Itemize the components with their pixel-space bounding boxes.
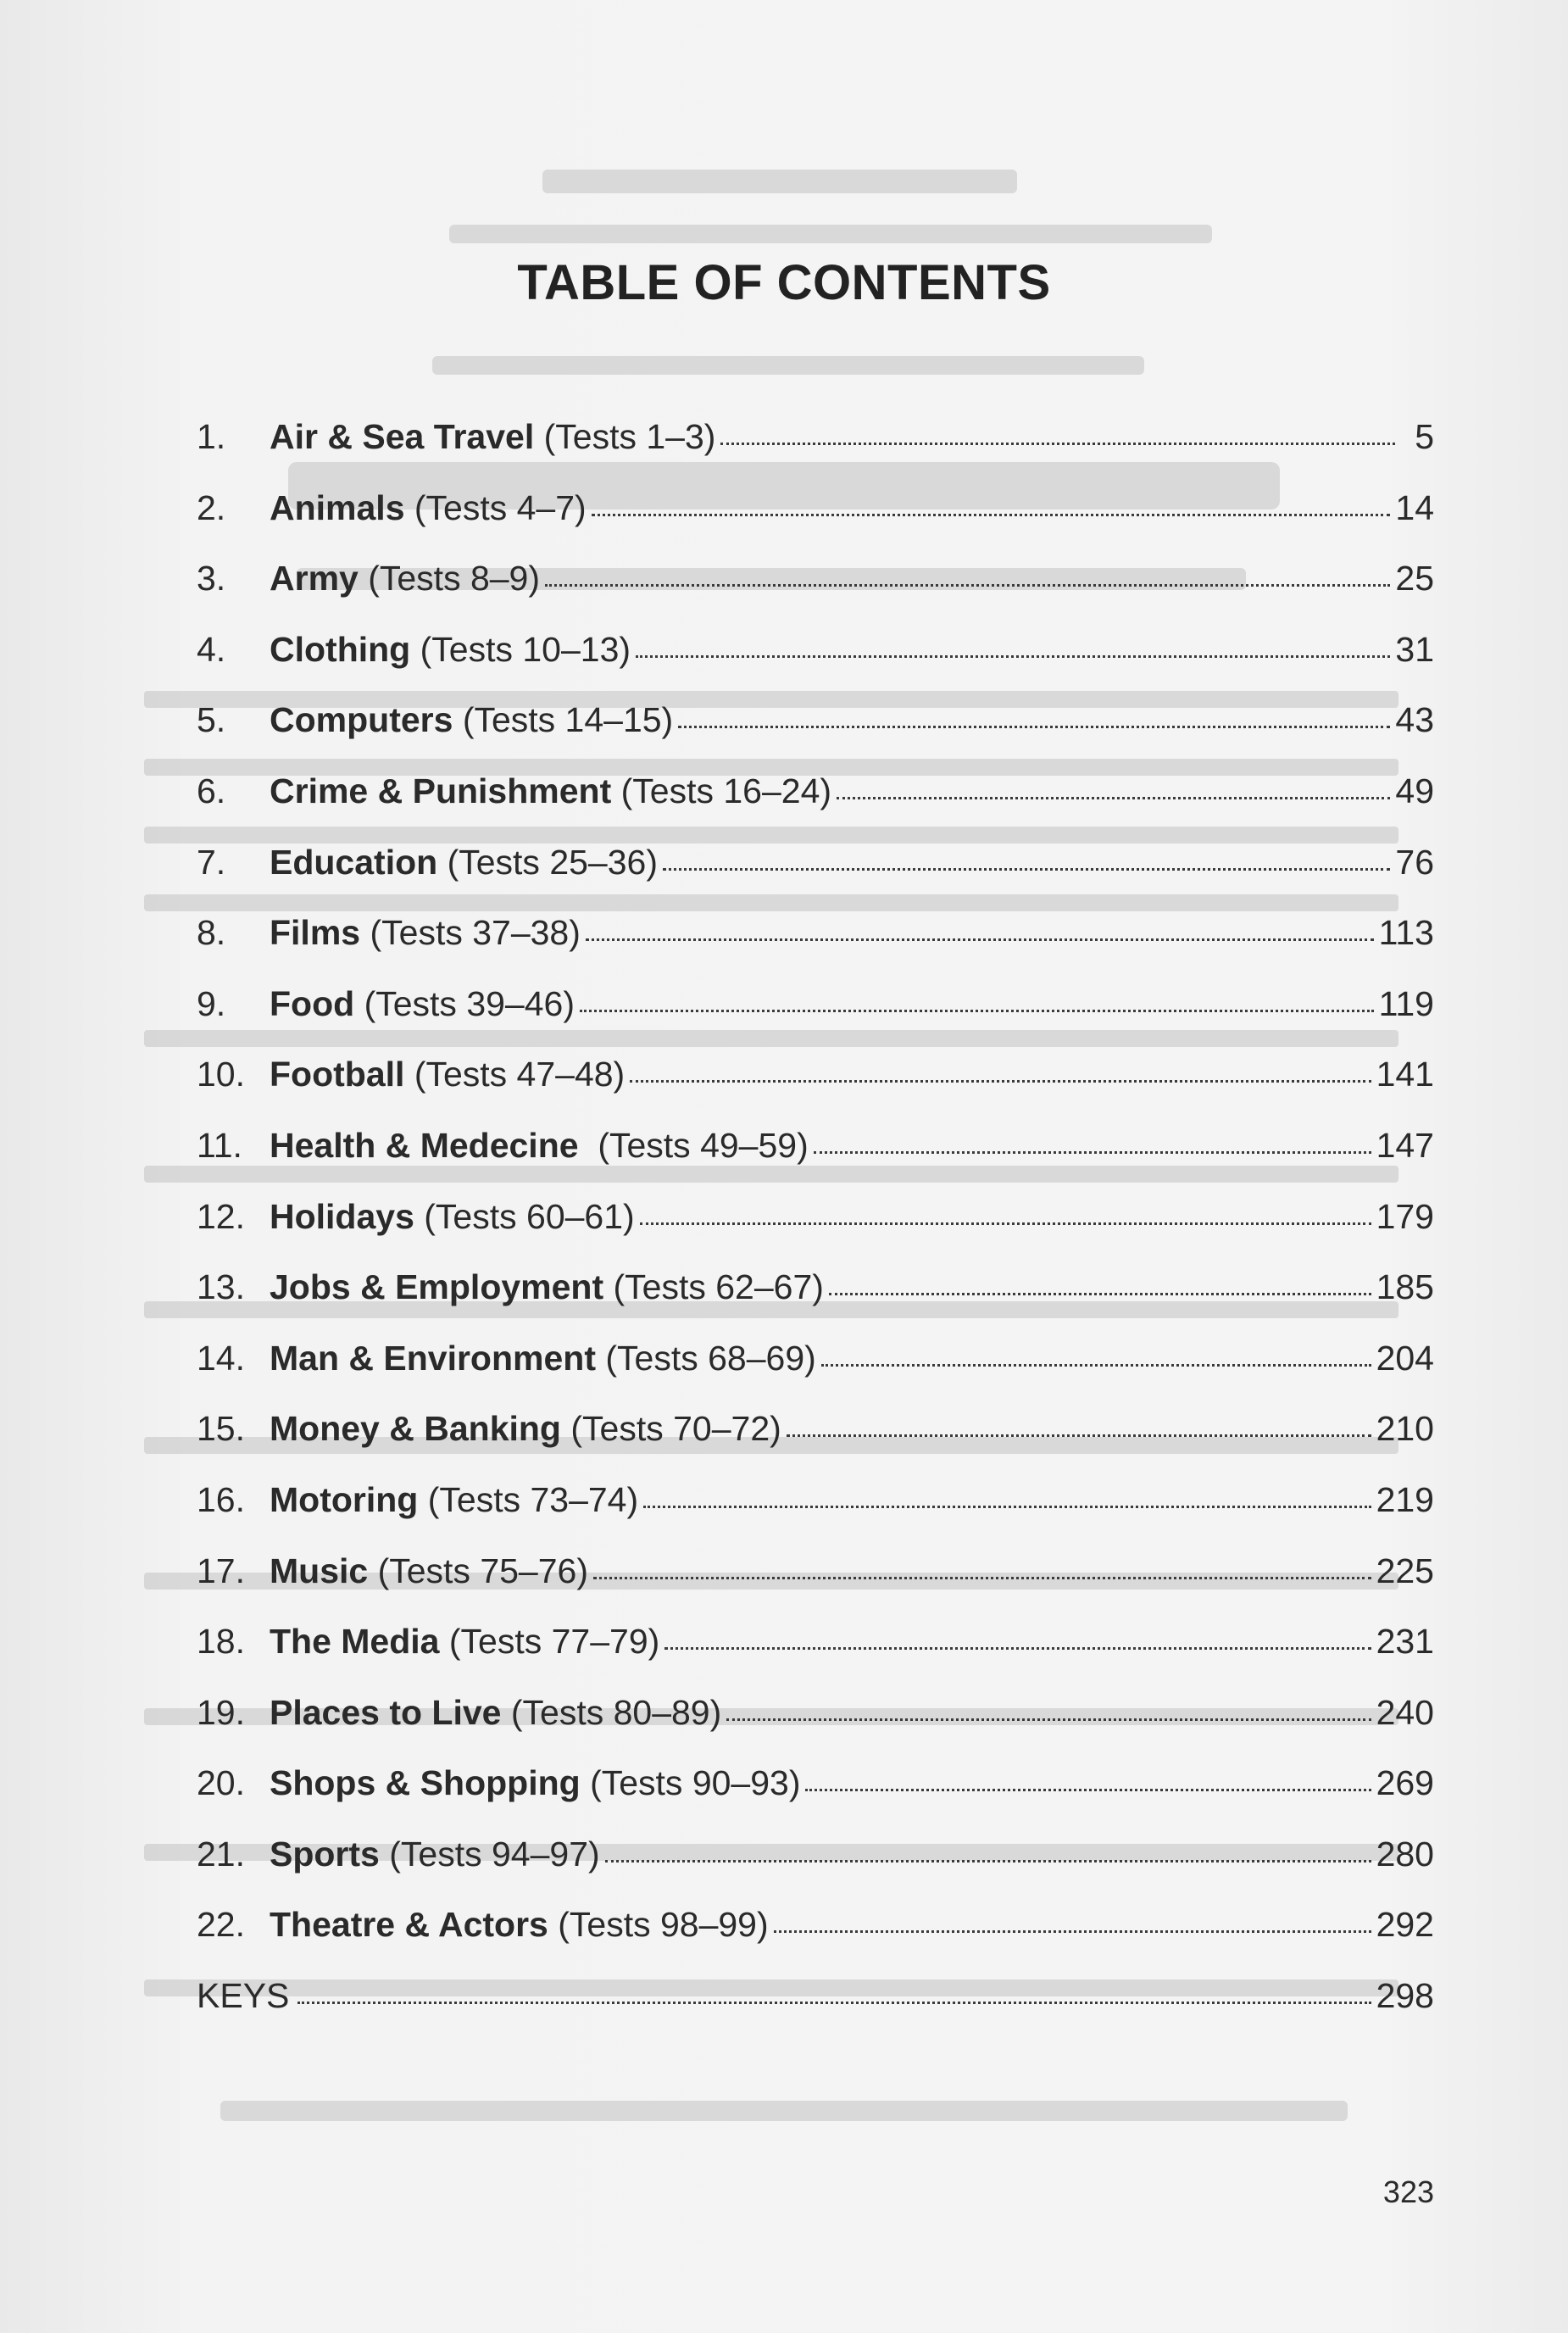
toc-entry-tests: (Tests 37–38) [360, 913, 581, 953]
toc-entry-topic: Army [270, 559, 359, 599]
toc-entry-number: 9. [197, 983, 226, 1023]
toc-entry-topic: Money & Banking [270, 1409, 561, 1449]
toc-entry [197, 561, 1434, 632]
toc-entry [197, 1125, 1434, 1200]
toc-entry-topic: The Media [270, 1622, 440, 1662]
page-number: 323 [1382, 2174, 1434, 2209]
toc-entry-number: 14. [197, 1338, 245, 1378]
toc-entry-number: 16. [197, 1479, 245, 1519]
toc-entry [197, 1624, 1434, 1695]
toc-entry-page: 231 [1376, 1622, 1434, 1662]
toc-entry-number: 3. [197, 559, 226, 599]
toc-entry-page: 269 [1376, 1763, 1434, 1803]
toc-entry-page: 219 [1376, 1479, 1434, 1519]
toc-entry-page: 185 [1376, 1267, 1434, 1307]
toc-entry-tests: (Tests 80–89) [501, 1692, 722, 1732]
toc-entry-topic: Football [270, 1055, 405, 1094]
toc-entry-number: 10. [197, 1055, 245, 1094]
toc-entry-number: 11. [197, 1125, 242, 1165]
toc-entry-page: 5 [1415, 417, 1434, 456]
toc-entry-topic: Theatre & Actors [270, 1905, 548, 1945]
toc-entry-page: 113 [1378, 913, 1434, 953]
toc-entry-topic: Jobs & Employment [270, 1267, 604, 1307]
toc-entry-page: 292 [1376, 1905, 1434, 1945]
toc-entry-page: 25 [1395, 559, 1434, 599]
toc-entry-tests: (Tests 4–7) [404, 487, 587, 527]
toc-entry [197, 629, 1434, 704]
toc-entry-tests: (Tests 10–13) [410, 629, 631, 669]
toc-entry-topic: Films [270, 913, 361, 953]
toc-entry-number: 18. [197, 1622, 245, 1662]
toc-entry [197, 1411, 1434, 1483]
toc-entry [197, 913, 1434, 987]
toc-entry [197, 842, 1434, 916]
toc-entry-tests: (Tests 98–99) [548, 1905, 769, 1945]
toc-entry-number: 15. [197, 1409, 245, 1449]
toc-entry-tests: (Tests 68–69) [595, 1338, 816, 1378]
toc-entry-tests: (Tests 70–72) [560, 1409, 781, 1449]
dot-leader [630, 1080, 1371, 1083]
dot-leader [297, 2002, 1371, 2004]
toc-entry [197, 1551, 1434, 1625]
toc-entry-topic: Air & Sea Travel [270, 417, 535, 456]
toc-entry [197, 983, 1434, 1058]
toc-entry-number: 4. [197, 629, 226, 669]
toc-entry-page: 119 [1378, 983, 1434, 1023]
toc-entry-tests: (Tests 90–93) [580, 1763, 801, 1803]
toc-entry-topic: Health & Medecine [270, 1125, 579, 1165]
toc-entry-topic: Man & Environment [270, 1338, 596, 1378]
toc-entry-tests: (Tests 1–3) [534, 417, 716, 456]
dot-leader [821, 1364, 1371, 1367]
toc-entry-page: 43 [1395, 700, 1434, 740]
toc-entry-page: 240 [1376, 1692, 1434, 1732]
dot-leader [636, 655, 1390, 658]
toc-entry [197, 1907, 1434, 1979]
toc-entry-tests: (Tests 94–97) [379, 1834, 600, 1874]
toc-entry-tests: (Tests 75–76) [368, 1551, 588, 1590]
dot-leader [580, 1010, 1374, 1012]
toc-entry-topic: Food [270, 983, 355, 1023]
toc-entry [197, 417, 1434, 491]
toc-entry-tests: (Tests 16–24) [611, 771, 832, 810]
dot-leader [787, 1434, 1371, 1437]
toc-entry [197, 1338, 1434, 1412]
toc-entry-number: 7. [197, 842, 226, 882]
toc-entry-tests: (Tests 14–15) [453, 700, 674, 740]
keys-label: KEYS [197, 1976, 290, 2016]
toc-entry-page: 225 [1376, 1551, 1434, 1590]
toc-entry-tests: (Tests 60–61) [414, 1196, 635, 1236]
toc-entry-tests: (Tests 8–9) [358, 559, 541, 599]
dot-leader [837, 797, 1390, 799]
toc-entry-tests: (Tests 47–48) [404, 1055, 626, 1094]
toc-entry-topic: Music [270, 1551, 369, 1590]
dot-leader [829, 1293, 1371, 1295]
toc-entry-topic: Animals [270, 487, 405, 527]
toc-entry [197, 1479, 1434, 1554]
dot-leader [720, 443, 1395, 445]
toc-entry-page: 147 [1376, 1125, 1434, 1165]
toc-entry-number: 2. [197, 487, 226, 527]
toc-entry-page: 31 [1395, 629, 1434, 669]
toc-entry-number: 12. [197, 1196, 245, 1236]
toc-entry-page: 14 [1395, 487, 1434, 527]
toc-entry-topic: Clothing [270, 629, 411, 669]
dot-leader [586, 938, 1374, 941]
dot-leader [663, 868, 1390, 871]
toc-entry-number: 21. [197, 1834, 245, 1874]
dot-leader [605, 1860, 1371, 1863]
toc-entry-number: 19. [197, 1692, 245, 1732]
dot-leader [640, 1222, 1371, 1225]
toc-entry-number: 6. [197, 771, 226, 810]
dot-leader [774, 1930, 1371, 1933]
toc-entry-number: 1. [197, 417, 226, 456]
toc-entry [197, 1057, 1434, 1128]
page-title: TABLE OF CONTENTS [517, 255, 1051, 310]
toc-entry-tests: (Tests 62–67) [603, 1267, 824, 1307]
toc-entry [197, 1196, 1434, 1271]
toc-entry [197, 1763, 1434, 1837]
toc-entry [197, 1267, 1434, 1341]
dot-leader [643, 1506, 1371, 1508]
toc-entry-page: 49 [1395, 771, 1434, 810]
toc-entry-page: 204 [1376, 1338, 1434, 1378]
toc-entry-topic: Education [270, 842, 438, 882]
dot-leader [805, 1789, 1371, 1791]
toc-entry-topic: Crime & Punishment [270, 771, 612, 810]
toc-entry-page: 76 [1395, 842, 1434, 882]
toc-entry [197, 487, 1434, 562]
dot-leader [814, 1151, 1371, 1154]
toc-entry-topic: Shops & Shopping [270, 1763, 581, 1803]
toc-entry-tests: (Tests 25–36) [437, 842, 658, 882]
dot-leader [664, 1647, 1371, 1650]
toc-entry-keys [197, 1976, 1434, 2050]
toc-entry-topic: Places to Live [270, 1692, 502, 1732]
dot-leader [593, 1577, 1371, 1579]
toc-entry-topic: Holidays [270, 1196, 414, 1236]
toc-entry-tests: (Tests 39–46) [354, 983, 575, 1023]
toc-entry-page: 210 [1376, 1409, 1434, 1449]
toc-entry [197, 1834, 1434, 1908]
toc-entry [197, 771, 1434, 845]
toc-entry-number: 8. [197, 913, 226, 953]
keys-page: 298 [1376, 1976, 1434, 2016]
toc-entry-topic: Sports [270, 1834, 380, 1874]
toc-entry-number: 22. [197, 1905, 245, 1945]
toc-entry-page: 141 [1376, 1055, 1434, 1094]
toc-entry-page: 179 [1376, 1196, 1434, 1236]
toc-entry-tests: (Tests 49–59) [578, 1125, 809, 1165]
toc-entry-tests: (Tests 77–79) [439, 1622, 660, 1662]
toc-entry-topic: Motoring [270, 1479, 419, 1519]
toc-entry [197, 700, 1434, 774]
dot-leader [726, 1718, 1371, 1721]
toc-entry-number: 5. [197, 700, 226, 740]
toc-entry-number: 20. [197, 1763, 245, 1803]
toc-entry-page: 280 [1376, 1834, 1434, 1874]
toc-entry [197, 1692, 1434, 1767]
toc-entry-number: 17. [197, 1551, 245, 1590]
table-of-contents [197, 417, 1434, 2050]
dot-leader [678, 726, 1390, 728]
toc-entry-number: 13. [197, 1267, 245, 1307]
toc-entry-topic: Computers [270, 700, 453, 740]
dot-leader [545, 584, 1390, 587]
dot-leader [592, 514, 1391, 516]
toc-entry-tests: (Tests 73–74) [418, 1479, 639, 1519]
